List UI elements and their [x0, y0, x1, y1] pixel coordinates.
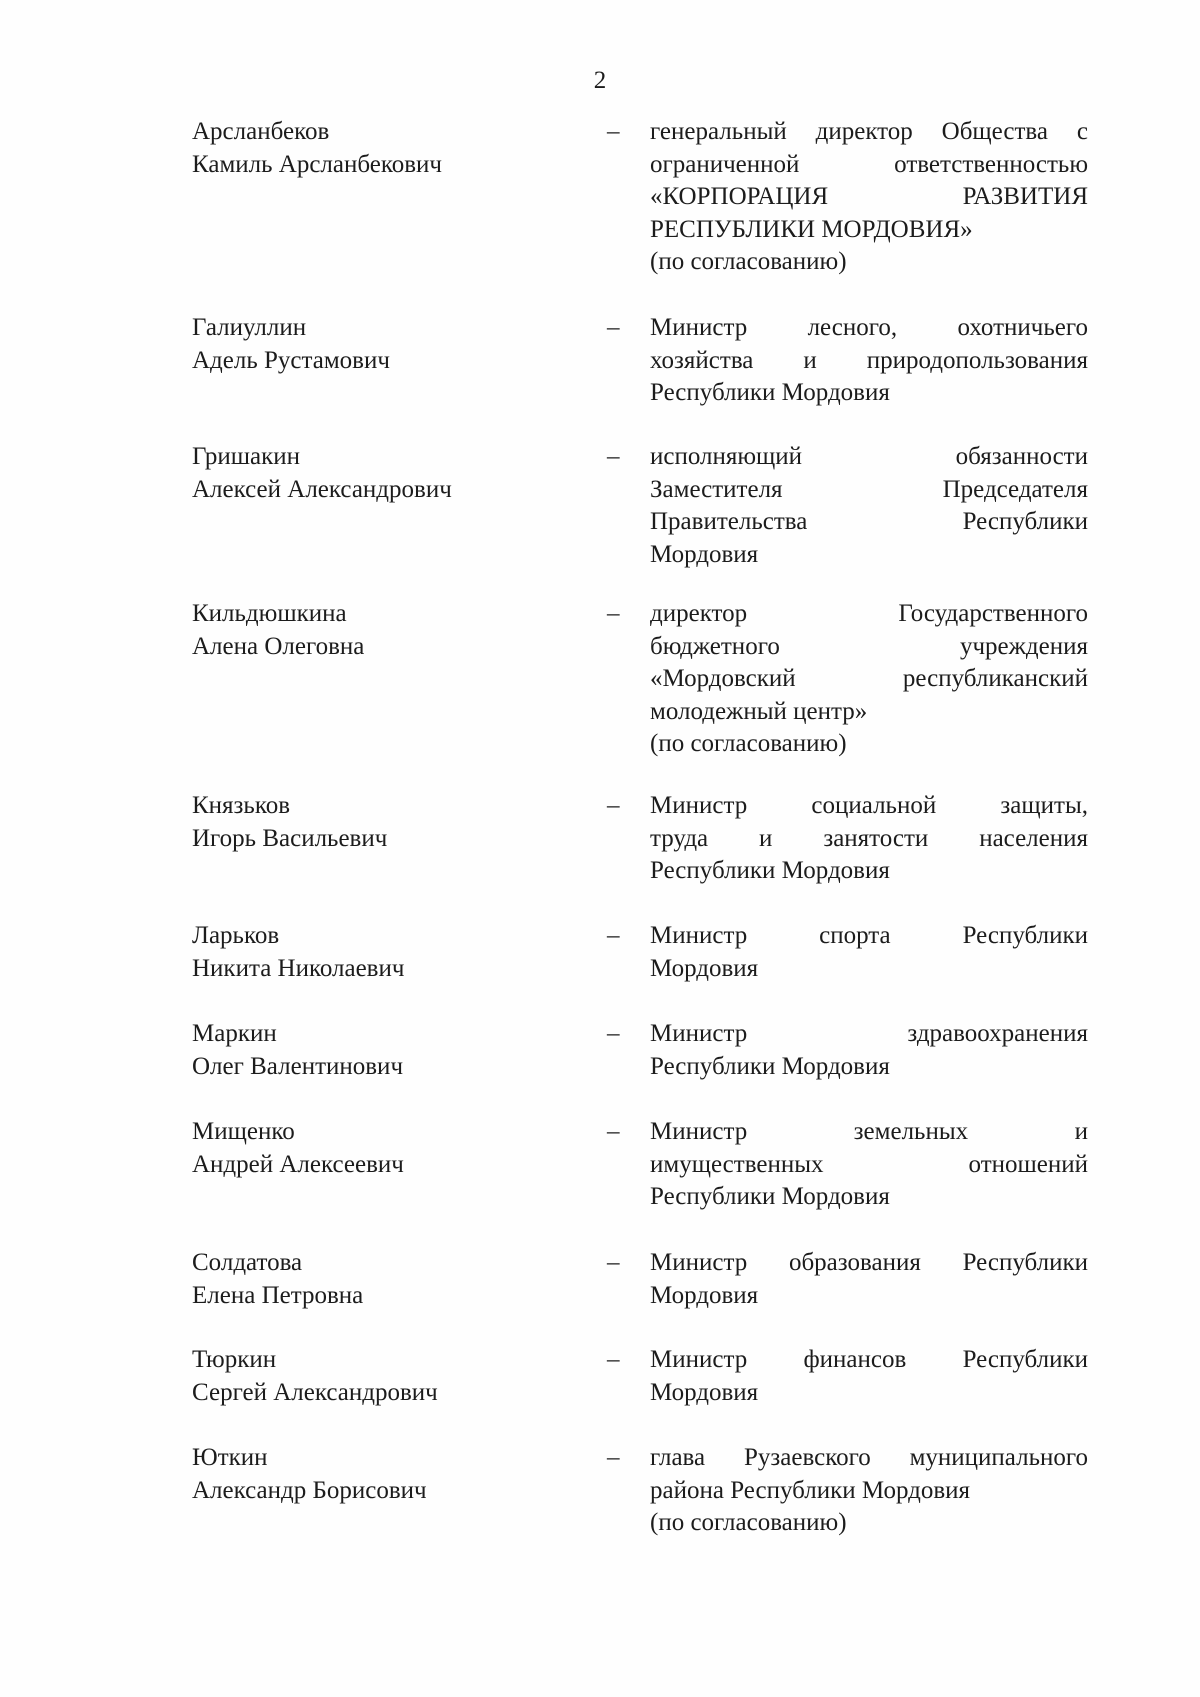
position-line: Министр спорта Республики [650, 922, 1088, 949]
member-name [192, 1247, 572, 1312]
dash-separator: – [607, 600, 620, 627]
position-line: Мордовия [650, 1378, 759, 1406]
position-line: Республики Мордовия [650, 1052, 890, 1080]
position-line: молодежный центр» [650, 697, 868, 725]
position-line: имущественных отношений [650, 1150, 1088, 1178]
member-name [192, 312, 572, 377]
member-position [650, 441, 1088, 571]
member-name [192, 1344, 572, 1409]
dash-separator: – [607, 1249, 620, 1276]
position-line: директор Государственного [650, 600, 1088, 627]
member-given-names: Игорь Васильевич [192, 824, 388, 852]
member-name [192, 1442, 572, 1507]
member-given-names: Андрей Алексеевич [192, 1150, 404, 1178]
dash-separator: – [607, 922, 620, 949]
member-given-names: Алексей Александрович [192, 475, 452, 503]
position-line: Республики Мордовия [650, 857, 890, 884]
position-line: Республики Мордовия [650, 1183, 890, 1210]
member-surname: Мищенко [192, 1118, 295, 1145]
member-given-names: Никита Николаевич [192, 954, 405, 982]
member-given-names: Адель Рустамович [192, 346, 390, 374]
member-position [650, 1247, 1088, 1312]
member-name [192, 920, 572, 985]
member-given-names: Сергей Александрович [192, 1378, 438, 1406]
member-given-names: Александр Борисович [192, 1476, 427, 1504]
position-line: труда и занятости населения [650, 824, 1088, 852]
position-line: «Мордовский республиканский [650, 665, 1088, 692]
member-position [650, 116, 1088, 279]
position-line: Министр социальной защиты, [650, 792, 1088, 819]
position-line: (по согласованию) [650, 1509, 847, 1536]
member-surname: Маркин [192, 1020, 277, 1047]
dash-separator: – [607, 1346, 620, 1373]
member-name [192, 116, 572, 181]
member-position [650, 312, 1088, 410]
position-line: Мордовия [650, 954, 759, 982]
member-given-names: Елена Петровна [192, 1281, 364, 1309]
member-surname: Тюркин [192, 1346, 277, 1373]
position-line: исполняющий обязанности [650, 443, 1088, 470]
dash-separator: – [607, 443, 620, 470]
position-line: Мордовия [650, 1281, 759, 1309]
member-position [650, 1442, 1088, 1540]
position-line: (по согласованию) [650, 248, 847, 275]
member-surname: Солдатова [192, 1249, 303, 1276]
dash-separator: – [607, 118, 620, 145]
position-line: Правительства Республики [650, 508, 1088, 535]
member-position [650, 1018, 1088, 1083]
member-surname: Юткин [192, 1444, 268, 1471]
dash-separator: – [607, 792, 620, 819]
member-given-names: Олег Валентинович [192, 1052, 404, 1080]
position-line: района Республики Мордовия [650, 1476, 971, 1504]
position-line: глава Рузаевского муниципального [650, 1444, 1088, 1471]
member-surname: Князьков [192, 792, 291, 819]
member-surname: Галиуллин [192, 314, 307, 341]
dash-separator: – [607, 1020, 620, 1047]
dash-separator: – [607, 1118, 620, 1145]
position-line: Министр финансов Республики [650, 1346, 1088, 1373]
dash-separator: – [607, 314, 620, 341]
page-number: 2 [593, 67, 607, 94]
member-surname: Ларьков [192, 922, 280, 949]
position-line: (по согласованию) [650, 730, 847, 757]
position-line: ограниченной ответственностью [650, 150, 1088, 178]
position-line: Министр земельных и [650, 1118, 1088, 1145]
position-line: хозяйства и природопользования [650, 346, 1088, 374]
member-position [650, 1344, 1088, 1409]
member-name [192, 1018, 572, 1083]
position-line: Министр здравоохранения [650, 1020, 1088, 1047]
member-surname: Гришакин [192, 443, 301, 470]
member-surname: Арсланбеков [192, 118, 330, 145]
member-position [650, 790, 1088, 888]
position-line: Мордовия [650, 540, 759, 568]
member-position [650, 920, 1088, 985]
member-given-names: Алена Олеговна [192, 632, 365, 660]
position-line: Министр образования Республики [650, 1249, 1088, 1276]
position-line: Республики Мордовия [650, 379, 890, 406]
member-surname: Кильдюшкина [192, 600, 347, 627]
member-name [192, 441, 572, 506]
position-line: Заместителя Председателя [650, 475, 1088, 503]
member-name [192, 790, 572, 855]
position-line: бюджетного учреждения [650, 632, 1088, 660]
member-given-names: Камиль Арсланбекович [192, 150, 442, 178]
position-line: «КОРПОРАЦИЯ РАЗВИТИЯ [650, 183, 1088, 210]
dash-separator: – [607, 1444, 620, 1471]
position-line: генеральный директор Общества с [650, 118, 1088, 145]
member-position [650, 1116, 1088, 1214]
position-line: Министр лесного, охотничьего [650, 314, 1088, 341]
position-line: РЕСПУБЛИКИ МОРДОВИЯ» [650, 215, 973, 243]
member-name [192, 598, 572, 663]
member-position [650, 598, 1088, 761]
member-name [192, 1116, 572, 1181]
